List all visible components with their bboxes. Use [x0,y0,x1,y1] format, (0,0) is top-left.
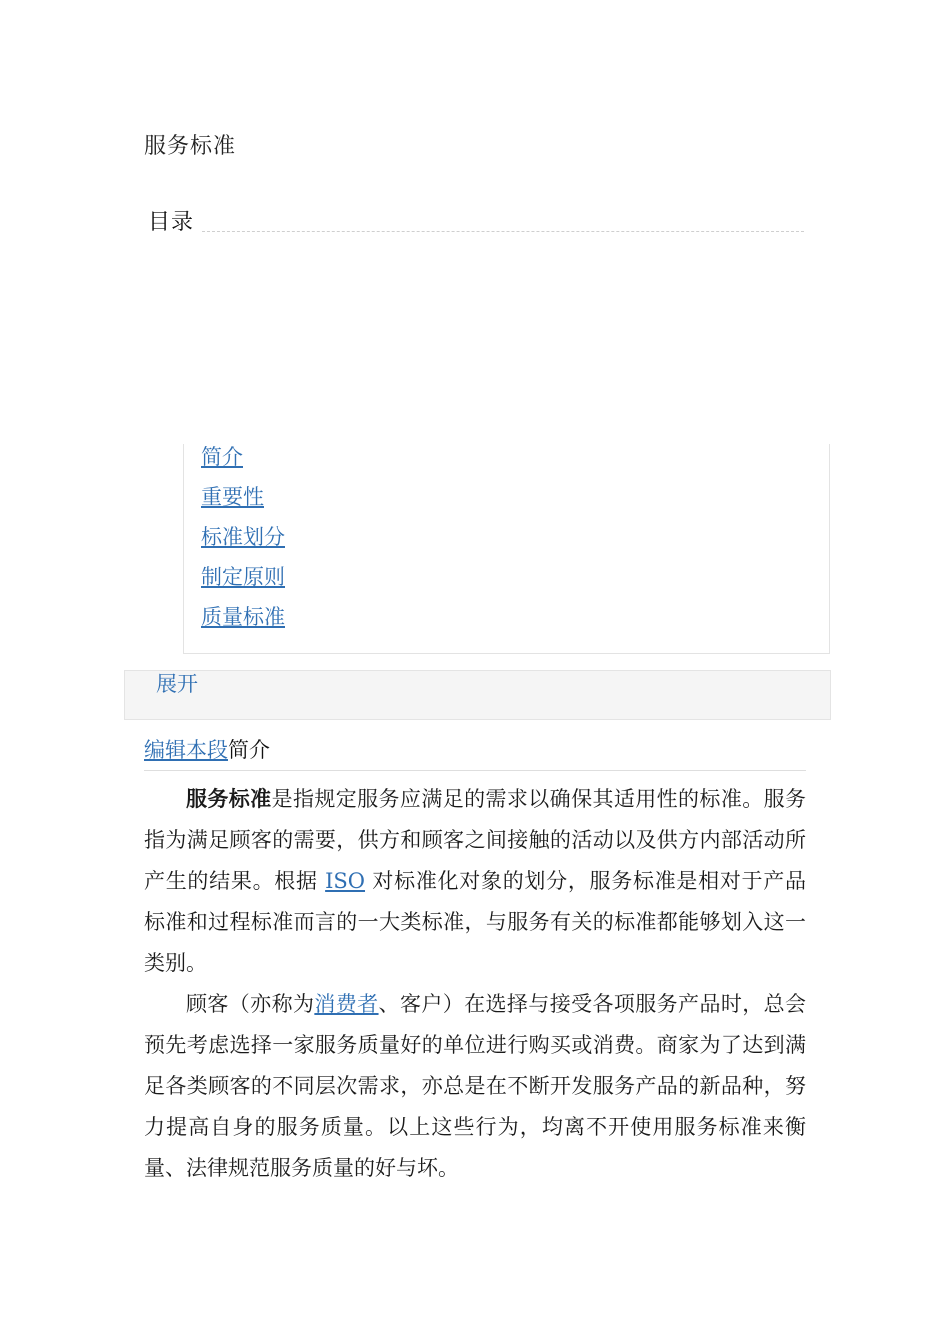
section-title: 简介 [228,738,270,762]
toc-heading-row [148,205,804,235]
paragraph-text: 对标准化对象的划分，服务标准是相对于产品标准和过程标准而言的一大类标准，与服务有关的标准都能够划入这一类别。 [144,869,806,975]
toc-item [201,524,285,564]
consumer-link[interactable]: 消费者 [314,992,379,1016]
toc-link-importance[interactable]: 重要性 [201,485,264,509]
expand-button[interactable]: 展开 [156,672,198,696]
iso-link[interactable]: ISO [325,869,366,893]
paragraph [144,984,806,1189]
toc-heading: 目录 [148,210,195,235]
toc-link-intro[interactable]: 简介 [201,445,243,469]
toc-link-quality-standard[interactable]: 质量标准 [201,605,285,629]
paragraph [144,779,806,984]
paragraph-text: 顾客（亦称为 [186,992,315,1016]
toc-expand-bar[interactable] [124,670,831,720]
toc-item [201,484,285,524]
toc-link-principles[interactable]: 制定原则 [201,565,285,589]
toc-list [201,444,285,644]
paragraph-text: 、客户）在选择与接受各项服务产品时，总会预先考虑选择一家服务质量好的单位进行购买或消费。商家为了达到满足各类顾客的不同层次需求，亦总是在不断开发服务产品的新品种，努力提高自身的服务质量。以上这些行为，均离不开使用服务标准来衡量、法律规范服务质量的好与坏。 [144,992,807,1180]
article-body [144,779,806,1189]
section-header [144,734,806,771]
toc-item [201,604,285,644]
toc-link-classification[interactable]: 标准划分 [201,525,285,549]
toc-item [201,564,285,604]
page-title: 服务标准 [144,134,237,159]
paragraph-text: 是指规定服务应满足的需求以确保其适用性的标准。服务指为满足顾客的需要，供方和顾客之间接触的活动以及供方内部活动所产生的结果。根据 [144,787,807,893]
toc-item [201,444,285,484]
toc-divider [202,231,804,232]
edit-section-link[interactable]: 编辑本段 [144,738,228,762]
toc-box [183,444,830,654]
bold-term: 服务标准 [186,787,272,811]
